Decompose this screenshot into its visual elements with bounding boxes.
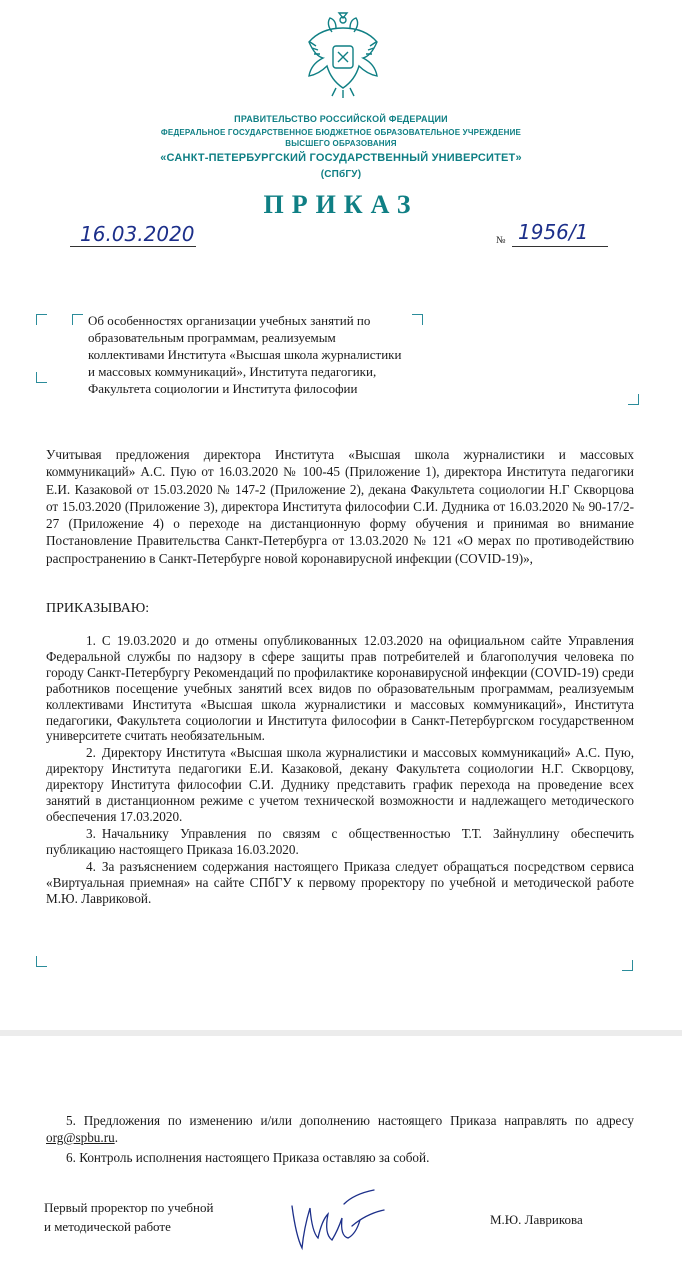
number-label: №	[496, 235, 506, 246]
item-number: 3.	[86, 825, 96, 841]
preamble-paragraph: Учитывая предложения директора Института «Высшая школа журналистики и массовых коммуникаций» А.С. Пую от 16.03.2020 № 100-45 (Приложение 1), директора Института педагогики Е.И. Казаковой от 15.03.2020 № 147-2 (Приложение 2), декана Факультета социологии Н.Г Скворцова от 15.03.2020 (Приложение 3), директора Института философии С.И. Дудника от 16.03.2020 № 90-17/2-27 (Приложение 4) о переходе на дистанционную форму обучения и принимая во внимание Постановление Правительства Санкт-Петербурга от 13.03.2020 № 121 «О мерах по противодействию распространению в Санкт-Петербурге новой коронавирусной инфекции (COVID-19)»,	[46, 447, 634, 566]
university-name: «САНКТ-ПЕТЕРБУРГСКИЙ ГОСУДАРСТВЕННЫЙ УНИВЕРСИТЕТ»	[160, 152, 522, 164]
corner-mark	[36, 372, 47, 383]
order-items	[46, 633, 634, 907]
government-header: ПРАВИТЕЛЬСТВО РОССИЙСКОЙ ФЕДЕРАЦИИ	[234, 114, 448, 124]
corner-mark	[628, 394, 639, 405]
order-word: ПРИКАЗЫВАЮ:	[46, 601, 150, 616]
date-underline	[70, 246, 196, 247]
item-text: Директору Института «Высшая школа журналистики и массовых коммуникаций» А.С. Пую, директору Института педагогики Е.И. Казаковой, декану Факультета социологии Н.Г. Скворцову, директору Института философии С.И. Дуднику представить график перехода на проведение всех занятий в дистанционном режиме с учетом технической возможности и надлежащего методического обеспечения 17.03.2020.	[46, 745, 634, 824]
item-text: Контроль исполнения настоящего Приказа оставляю за собой.	[79, 1150, 430, 1165]
email-link[interactable]: org@spbu.ru	[46, 1130, 115, 1145]
item-text: За разъяснением содержания настоящего Приказа следует обращаться посредством сервиса «Виртуальная приемная» на сайте СПбГУ к первому проректору по учебной и методической работе М.Ю. Лавриковой.	[46, 858, 634, 906]
item-number: 6.	[66, 1150, 76, 1165]
order-item	[46, 633, 634, 744]
double-headed-eagle-emblem	[302, 10, 384, 100]
handwritten-order-number: 1956/1	[518, 220, 589, 244]
institution-header-line2: ВЫСШЕГО ОБРАЗОВАНИЯ	[285, 139, 397, 148]
handwritten-signature	[282, 1186, 392, 1256]
item-number: 5.	[66, 1113, 76, 1128]
order-item	[46, 745, 634, 825]
item-number: 2.	[86, 745, 96, 761]
signatory-position-line1: Первый проректор по учебной	[44, 1200, 214, 1215]
order-item	[46, 859, 634, 907]
corner-mark	[412, 314, 423, 325]
number-underline	[512, 246, 608, 247]
item-text-end: .	[114, 1130, 118, 1145]
university-abbreviation: (СПбГУ)	[320, 169, 362, 180]
order-items-continued	[46, 1112, 634, 1169]
order-item	[46, 826, 634, 858]
handwritten-date: 16.03.2020	[80, 222, 195, 246]
signatory-position	[44, 1198, 213, 1236]
corner-mark	[622, 960, 633, 971]
item-text: Предложения по изменению и/или дополнению настоящего Приказа направлять по адресу	[83, 1113, 634, 1128]
corner-mark	[72, 314, 83, 325]
institution-header-line1: ФЕДЕРАЛЬНОЕ ГОСУДАРСТВЕННОЕ БЮДЖЕТНОЕ ОБРАЗОВАТЕЛЬНОЕ УЧРЕЖДЕНИЕ	[160, 128, 522, 137]
order-subject: Об особенностях организации учебных занятий по образовательным программам, реализуемым коллективами Института «Высшая школа журналистики и массовых коммуникаций», Института педагогики, Факультета социологии и Института философии	[88, 313, 402, 396]
document-title: ПРИКАЗ	[263, 190, 419, 219]
item-text: Начальнику Управления по связям с общественностью Т.Т. Зайнуллину обеспечить публикацию настоящего Приказа 16.03.2020.	[46, 825, 634, 857]
page-2	[0, 1036, 682, 1280]
corner-mark	[36, 956, 47, 967]
corner-mark	[36, 314, 47, 325]
item-number: 4.	[86, 858, 96, 874]
item-number: 1.	[86, 633, 96, 648]
signatory-position-line2: и методической работе	[44, 1219, 171, 1234]
signatory-name: М.Ю. Лаврикова	[490, 1212, 583, 1227]
order-item	[46, 1112, 634, 1146]
order-item	[46, 1149, 634, 1166]
item-text: С 19.03.2020 и до отмены опубликованных 12.03.2020 на официальном сайте Управления Федеральной службы по надзору в сфере защиты прав потребителей и благополучия человека по городу Санкт-Петербургу Рекомендаций по профилактике коронавирусной инфекции (COVID-19) среди работников посещение учебных занятий всех видов по образовательным программам, реализуемым коллективами Института «Высшая школа журналистики и массовых коммуникаций», Института педагогики, Факультета социологии и Института философии в Санкт-Петербургском государственном университете считать необязательным.	[46, 633, 634, 744]
